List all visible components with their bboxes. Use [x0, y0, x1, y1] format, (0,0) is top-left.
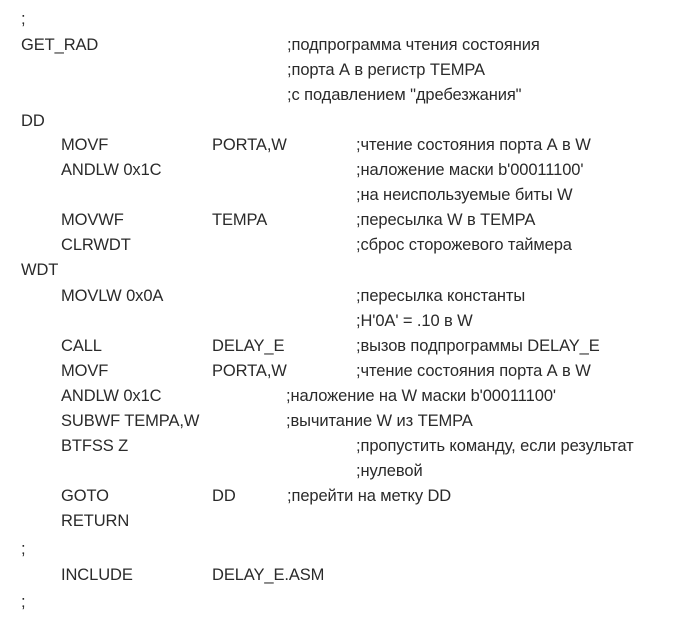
- code-comment: ;с подавлением "дребезжания": [287, 86, 522, 104]
- code-instr: MOVLW 0x0A: [61, 287, 164, 305]
- code-instr: MOVWF: [61, 211, 124, 229]
- code-label: ;: [21, 540, 26, 558]
- code-label: GET_RAD: [21, 36, 99, 54]
- code-comment: ;нулевой: [356, 462, 423, 480]
- code-instr: MOVF: [61, 136, 109, 154]
- code-comment: ;сброс сторожевого таймера: [356, 236, 572, 254]
- code-comment: ;вычитание W из TEMPA: [286, 412, 473, 430]
- code-instr: RETURN: [61, 512, 130, 530]
- code-comment: ;вызов подпрограммы DELAY_E: [356, 337, 600, 355]
- code-operand: PORTA,W: [212, 362, 287, 380]
- code-instr: ANDLW 0x1C: [61, 387, 162, 405]
- code-label: DD: [21, 112, 45, 130]
- code-comment: ;чтение состояния порта А в W: [356, 362, 591, 380]
- code-label: ;: [21, 593, 26, 611]
- code-operand: DELAY_E: [212, 337, 285, 355]
- code-operand: PORTA,W: [212, 136, 287, 154]
- code-instr: BTFSS Z: [61, 437, 129, 455]
- code-label: ;: [21, 10, 26, 28]
- code-comment: ;перейти на метку DD: [287, 487, 452, 505]
- code-comment: ;пересылка W в TEMPA: [356, 211, 536, 229]
- code-comment: ;H'0A' = .10 в W: [356, 312, 473, 330]
- code-operand: DELAY_E.ASM: [212, 566, 325, 584]
- code-comment: ;на неиспользуемые биты W: [356, 186, 573, 204]
- code-comment: ;наложение маски b'00011100': [356, 161, 584, 179]
- code-instr: ANDLW 0x1C: [61, 161, 162, 179]
- code-instr: CALL: [61, 337, 102, 355]
- code-comment: ;пересылка константы: [356, 287, 526, 305]
- code-instr: MOVF: [61, 362, 109, 380]
- code-instr: INCLUDE: [61, 566, 133, 584]
- code-instr: GOTO: [61, 487, 109, 505]
- code-instr: CLRWDT: [61, 236, 131, 254]
- code-instr: SUBWF TEMPA,W: [61, 412, 200, 430]
- code-operand: TEMPA: [212, 211, 268, 229]
- code-comment: ;чтение состояния порта А в W: [356, 136, 591, 154]
- code-label: WDT: [21, 261, 59, 279]
- code-comment: ;пропустить команду, если результат: [356, 437, 634, 455]
- code-comment: ;порта А в регистр TEMPA: [287, 61, 485, 79]
- code-comment: ;наложение на W маски b'00011100': [286, 387, 556, 405]
- code-comment: ;подпрограмма чтения состояния: [287, 36, 540, 54]
- code-operand: DD: [212, 487, 236, 505]
